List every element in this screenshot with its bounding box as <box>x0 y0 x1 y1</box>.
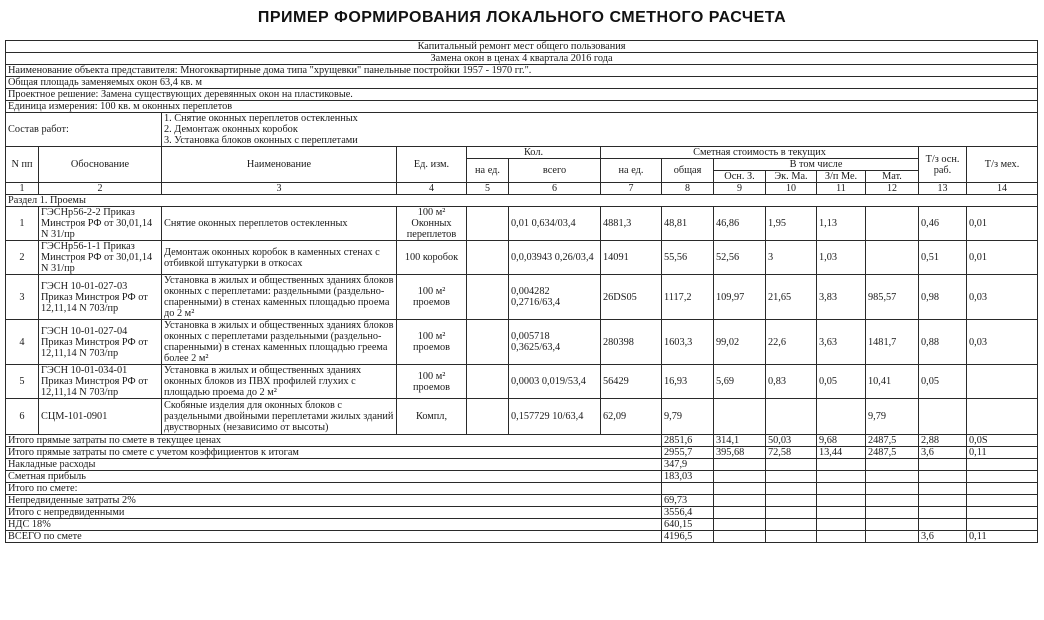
row-name: Демонтаж оконных коробок в каменных стенах с отбивкой штукатурки в откосах <box>162 241 397 275</box>
works-item: 1. Снятие оконных переплетов остекленных <box>164 113 358 124</box>
total-row <box>6 519 1038 531</box>
total-ekma: 50,03 <box>766 435 817 447</box>
row-t-osn: 0,88 <box>919 320 967 365</box>
col-number: 9 <box>714 183 766 195</box>
total-zpme <box>817 531 866 543</box>
total-t-osn <box>919 471 967 483</box>
row-t-osn: 0,05 <box>919 365 967 399</box>
row-ekma <box>766 399 817 435</box>
total-osn <box>714 471 766 483</box>
row-osn <box>714 399 766 435</box>
col-n: N пп <box>6 147 39 183</box>
col-number: 14 <box>967 183 1038 195</box>
col-basis: Обоснование <box>39 147 162 183</box>
row-cost-per: 280398 <box>601 320 662 365</box>
row-basis: ГЭСНр56-1-1 Приказ Минстроя РФ от 30,01,14 N 31/пр <box>39 241 162 275</box>
row-name: Снятие оконных переплетов остекленных <box>162 207 397 241</box>
row-mat <box>866 207 919 241</box>
row-t-mex <box>967 365 1038 399</box>
total-osn <box>714 507 766 519</box>
total-ekma <box>766 495 817 507</box>
table-row <box>6 320 1038 365</box>
total-label: Итого прямые затраты по смете в текущее ценах <box>6 435 662 447</box>
row-number: 1 <box>6 207 39 241</box>
total-osn: 395,68 <box>714 447 766 459</box>
row-cost-per: 26DS05 <box>601 275 662 320</box>
row-basis: ГЭСН 10-01-027-03 Приказ Минстроя РФ от 12,11,14 N 703/пр <box>39 275 162 320</box>
row-unit: 100 м² проемов <box>397 320 467 365</box>
total-row <box>6 507 1038 519</box>
total-ekma <box>766 531 817 543</box>
total-row <box>6 459 1038 471</box>
works-item: 2. Демонтаж оконных коробок <box>164 124 298 135</box>
total-ekma <box>766 507 817 519</box>
col-qty-per: на ед. <box>467 159 509 183</box>
col-number: 3 <box>162 183 397 195</box>
total-osn <box>714 483 766 495</box>
row-cost-total: 9,79 <box>662 399 714 435</box>
col-number: 7 <box>601 183 662 195</box>
total-t-osn <box>919 495 967 507</box>
col-zpme: З/п Ме. <box>817 171 866 183</box>
total-row <box>6 471 1038 483</box>
total-t-mex <box>967 519 1038 531</box>
row-qty-total: 0,005718 0,3625/63,4 <box>509 320 601 365</box>
row-zpme: 1,03 <box>817 241 866 275</box>
row-ekma: 22,6 <box>766 320 817 365</box>
row-zpme: 3,83 <box>817 275 866 320</box>
total-row <box>6 435 1038 447</box>
row-qty-per <box>467 399 509 435</box>
table-row <box>6 275 1038 320</box>
total-ekma <box>766 471 817 483</box>
total-mat <box>866 459 919 471</box>
total-osn <box>714 519 766 531</box>
total-label: Итого по смете: <box>6 483 662 495</box>
total-t-mex: 0,11 <box>967 531 1038 543</box>
row-t-mex: 0,03 <box>967 320 1038 365</box>
total-t-osn: 3,6 <box>919 531 967 543</box>
total-osn <box>714 531 766 543</box>
total-t-mex: 0,0S <box>967 435 1038 447</box>
row-osn: 46,86 <box>714 207 766 241</box>
table-row <box>6 399 1038 435</box>
row-number: 5 <box>6 365 39 399</box>
row-basis: ГЭСН 10-01-027-04 Приказ Минстроя РФ от 12,11,14 N 703/пр <box>39 320 162 365</box>
col-number: 4 <box>397 183 467 195</box>
total-value: 183,03 <box>662 471 714 483</box>
total-mat: 2487,5 <box>866 447 919 459</box>
col-number: 12 <box>866 183 919 195</box>
col-unit: Ед. изм. <box>397 147 467 183</box>
row-qty-total: 0,0,03943 0,26/03,4 <box>509 241 601 275</box>
total-t-mex <box>967 459 1038 471</box>
row-name: Установка в жилых и общественных зданиях блоков оконных с переплетами раздельными (раздельно-спаренными) в стенах каменных площадью греема более 2 м² <box>162 320 397 365</box>
row-zpme <box>817 399 866 435</box>
row-ekma: 1,95 <box>766 207 817 241</box>
total-mat <box>866 483 919 495</box>
col-osn: Осн. З. <box>714 171 766 183</box>
row-number: 4 <box>6 320 39 365</box>
row-cost-total: 16,93 <box>662 365 714 399</box>
total-zpme: 9,68 <box>817 435 866 447</box>
document-title: ПРИМЕР ФОРМИРОВАНИЯ ЛОКАЛЬНОГО СМЕТНОГО РАСЧЕТА <box>257 9 787 26</box>
total-row <box>6 531 1038 543</box>
total-osn <box>714 459 766 471</box>
row-cost-total: 1603,3 <box>662 320 714 365</box>
total-ekma <box>766 459 817 471</box>
works-label: Состав работ: <box>6 113 162 147</box>
row-t-mex: 0,03 <box>967 275 1038 320</box>
col-qty-total: всего <box>509 159 601 183</box>
total-t-osn <box>919 459 967 471</box>
row-ekma: 0,83 <box>766 365 817 399</box>
row-ekma: 21,65 <box>766 275 817 320</box>
header-line-2: Замена окон в ценах 4 квартала 2016 года <box>6 53 1038 65</box>
works-item: 3. Установка блоков оконных с переплетами <box>164 135 358 146</box>
row-basis: СЦМ-101-0901 <box>39 399 162 435</box>
total-zpme <box>817 459 866 471</box>
row-t-osn: 0,98 <box>919 275 967 320</box>
total-value: 2955,7 <box>662 447 714 459</box>
unit-of-measure: Единица измерения: 100 кв. м оконных переплетов <box>6 101 1038 113</box>
row-ekma: 3 <box>766 241 817 275</box>
total-mat <box>866 507 919 519</box>
col-cost-total: общая <box>662 159 714 183</box>
row-osn: 5,69 <box>714 365 766 399</box>
total-row <box>6 483 1038 495</box>
total-t-osn <box>919 507 967 519</box>
row-unit: 100 м² проемов <box>397 275 467 320</box>
total-osn: 314,1 <box>714 435 766 447</box>
total-value: 347,9 <box>662 459 714 471</box>
total-label: Итого с непредвиденными <box>6 507 662 519</box>
window-area: Общая площадь заменяемых окон 63,4 кв. м <box>6 77 1038 89</box>
row-cost-total: 55,56 <box>662 241 714 275</box>
row-t-osn: 0,46 <box>919 207 967 241</box>
row-mat <box>866 241 919 275</box>
total-label: ВСЕГО по смете <box>6 531 662 543</box>
row-number: 6 <box>6 399 39 435</box>
header-line-1: Капитальный ремонт мест общего пользования <box>6 41 1038 53</box>
total-t-osn <box>919 519 967 531</box>
row-unit: 100 м² проемов <box>397 365 467 399</box>
total-t-osn <box>919 483 967 495</box>
row-t-mex: 0,01 <box>967 207 1038 241</box>
total-mat <box>866 495 919 507</box>
row-osn: 109,97 <box>714 275 766 320</box>
row-t-osn <box>919 399 967 435</box>
col-ekma: Эк. Ма. <box>766 171 817 183</box>
row-zpme: 0,05 <box>817 365 866 399</box>
total-value: 640,15 <box>662 519 714 531</box>
total-label: Непредвиденные затраты 2% <box>6 495 662 507</box>
col-number: 13 <box>919 183 967 195</box>
col-mat: Мат. <box>866 171 919 183</box>
total-row <box>6 447 1038 459</box>
col-incl: В том числе <box>714 159 919 171</box>
row-mat: 985,57 <box>866 275 919 320</box>
col-cost: Сметная стоимость в текущих <box>601 147 919 159</box>
row-qty-per <box>467 241 509 275</box>
row-name: Скобяные изделия для оконных блоков с раздельными двойными переплетами жилых зданий двустворных (независимо от высоты) <box>162 399 397 435</box>
row-cost-per: 14091 <box>601 241 662 275</box>
row-zpme: 1,13 <box>817 207 866 241</box>
col-cost-per: на ед. <box>601 159 662 183</box>
row-name: Установка в жилых и общественных зданиях блоков оконных с переплетами: раздельными (раздельно-спаренными) в стенах каменных площадью проема до 2 м² <box>162 275 397 320</box>
row-unit: Компл, <box>397 399 467 435</box>
row-name: Установка в жилых и общественных зданиях оконных блоков из ПВХ профилей глухих с площадью проема до 2 м² <box>162 365 397 399</box>
row-cost-total: 48,81 <box>662 207 714 241</box>
total-osn <box>714 495 766 507</box>
col-number: 1 <box>6 183 39 195</box>
table-row <box>6 241 1038 275</box>
project-solution: Проектное решение: Замена существующих деревянных окон на пластиковые. <box>6 89 1038 101</box>
col-number: 8 <box>662 183 714 195</box>
row-number: 2 <box>6 241 39 275</box>
col-t-mex: Т/з мех. <box>967 147 1038 183</box>
row-osn: 52,56 <box>714 241 766 275</box>
row-basis: ГЭСН 10-01-034-01 Приказ Минстроя РФ от 12,11,14 N 703/пр <box>39 365 162 399</box>
total-ekma <box>766 519 817 531</box>
table-row <box>6 207 1038 241</box>
estimate-table <box>5 40 1038 543</box>
row-qty-total: 0,0003 0,019/53,4 <box>509 365 601 399</box>
total-t-osn: 2,88 <box>919 435 967 447</box>
total-mat: 2487,5 <box>866 435 919 447</box>
col-number: 5 <box>467 183 509 195</box>
object-name: Наименование объекта представителя: Многоквартирные дома типа "хрущевки" панельные постройки 1957 - 1970 гг.". <box>6 65 1038 77</box>
total-zpme <box>817 519 866 531</box>
row-qty-per <box>467 365 509 399</box>
col-name: Наименование <box>162 147 397 183</box>
col-number: 10 <box>766 183 817 195</box>
row-unit: 100 коробок <box>397 241 467 275</box>
row-osn: 99,02 <box>714 320 766 365</box>
total-ekma <box>766 483 817 495</box>
row-mat: 9,79 <box>866 399 919 435</box>
total-t-mex <box>967 507 1038 519</box>
total-t-mex <box>967 483 1038 495</box>
row-cost-per: 4881,3 <box>601 207 662 241</box>
table-row <box>6 365 1038 399</box>
row-qty-per <box>467 275 509 320</box>
total-zpme <box>817 471 866 483</box>
total-zpme <box>817 495 866 507</box>
col-number: 6 <box>509 183 601 195</box>
row-qty-per <box>467 207 509 241</box>
row-cost-per: 56429 <box>601 365 662 399</box>
col-number: 2 <box>39 183 162 195</box>
row-mat: 10,41 <box>866 365 919 399</box>
total-label: Накладные расходы <box>6 459 662 471</box>
col-number: 11 <box>817 183 866 195</box>
row-qty-total: 0,01 0,634/03,4 <box>509 207 601 241</box>
total-label: НДС 18% <box>6 519 662 531</box>
row-t-osn: 0,51 <box>919 241 967 275</box>
total-value: 69,73 <box>662 495 714 507</box>
row-qty-total: 0,004282 0,2716/63,4 <box>509 275 601 320</box>
row-basis: ГЭСНр56-2-2 Приказ Минстроя РФ от 30,01,14 N 31/пр <box>39 207 162 241</box>
total-mat <box>866 471 919 483</box>
total-label: Итого прямые затраты по смете с учетом коэффициентов к итогам <box>6 447 662 459</box>
total-t-mex <box>967 495 1038 507</box>
total-label: Сметная прибыль <box>6 471 662 483</box>
col-t-osn: Т/з осн. раб. <box>919 147 967 183</box>
row-cost-per: 62,09 <box>601 399 662 435</box>
total-t-mex: 0,11 <box>967 447 1038 459</box>
total-mat <box>866 531 919 543</box>
total-zpme <box>817 507 866 519</box>
total-row <box>6 495 1038 507</box>
total-value <box>662 483 714 495</box>
total-value: 3556,4 <box>662 507 714 519</box>
col-qty: Кол. <box>467 147 601 159</box>
row-t-mex <box>967 399 1038 435</box>
row-t-mex: 0,01 <box>967 241 1038 275</box>
total-t-osn: 3,6 <box>919 447 967 459</box>
total-t-mex <box>967 471 1038 483</box>
total-value: 2851,6 <box>662 435 714 447</box>
total-zpme: 13,44 <box>817 447 866 459</box>
row-qty-per <box>467 320 509 365</box>
row-mat: 1481,7 <box>866 320 919 365</box>
total-ekma: 72,58 <box>766 447 817 459</box>
total-value: 4196,5 <box>662 531 714 543</box>
row-zpme: 3,63 <box>817 320 866 365</box>
row-qty-total: 0,157729 10/63,4 <box>509 399 601 435</box>
total-zpme <box>817 483 866 495</box>
row-number: 3 <box>6 275 39 320</box>
row-cost-total: 1117,2 <box>662 275 714 320</box>
total-mat <box>866 519 919 531</box>
row-unit: 100 м² Оконных переплетов <box>397 207 467 241</box>
section-title: Раздел 1. Проемы <box>6 195 1038 207</box>
works-list <box>162 113 1038 147</box>
